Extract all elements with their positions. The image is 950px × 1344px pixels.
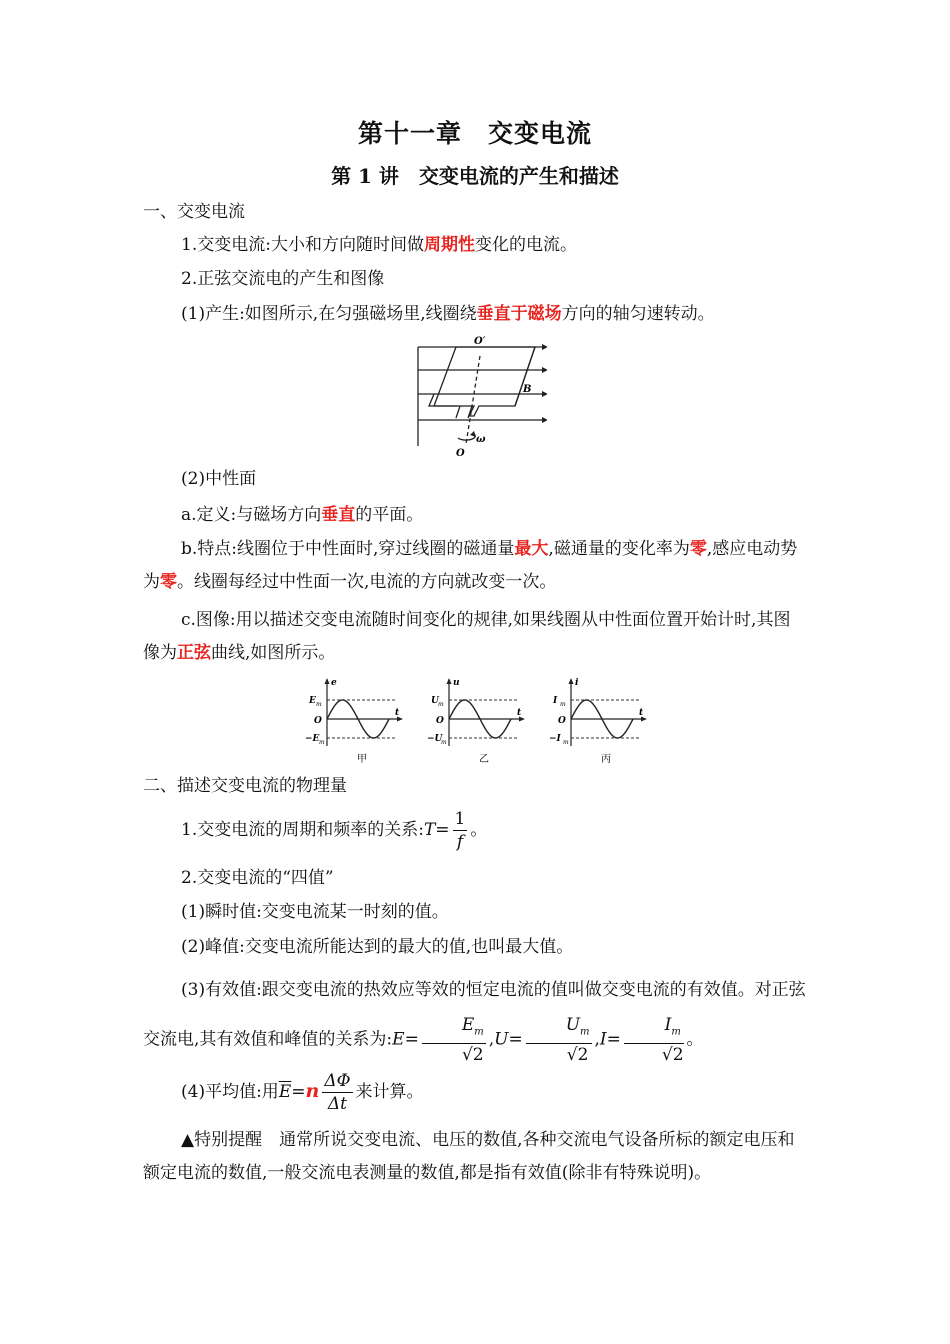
numerator bbox=[422, 1014, 486, 1044]
origin-label: O bbox=[558, 716, 566, 726]
text: (4)平均值:用 bbox=[181, 1082, 279, 1102]
text: 方向的轴匀速转动。 bbox=[561, 304, 715, 324]
highlight: 最大 bbox=[514, 539, 549, 559]
text: b.特点:线圈位于中性面时,穿过线圈的磁通量 bbox=[181, 539, 515, 559]
graph-caption: 丙 bbox=[601, 754, 611, 765]
trough-label: −I bbox=[549, 734, 561, 744]
paragraph-neutral-plane: (2)中性面 bbox=[181, 469, 257, 489]
text: ,感应电动势为 bbox=[143, 539, 798, 592]
var-i: I bbox=[599, 1029, 607, 1050]
paragraph-period-frequency bbox=[181, 806, 487, 854]
text: 1.交变电流:大小和方向随时间做 bbox=[181, 235, 424, 255]
text: (3)有效值:跟交变电流的热效应等效的恒定电流的值叫做交变电流的有效值。对正弦交流电,其有效值和峰值的关系为: bbox=[143, 980, 806, 1050]
text: 来计算。 bbox=[355, 1082, 424, 1102]
trough-label: −E bbox=[305, 734, 320, 744]
paragraph-effective bbox=[143, 966, 809, 1066]
paragraph-instantaneous: (1)瞬时值:交变电流某一时刻的值。 bbox=[181, 902, 449, 922]
trough-sub-label: m bbox=[563, 739, 569, 746]
paragraph-def-a bbox=[181, 503, 423, 527]
paragraph-ac-definition bbox=[181, 233, 577, 257]
numerator bbox=[624, 1014, 684, 1044]
text: , bbox=[488, 1029, 495, 1050]
fraction-em bbox=[422, 1014, 486, 1066]
fraction-dphi-dt bbox=[322, 1070, 352, 1115]
y-axis-arrow bbox=[569, 678, 574, 684]
label-o: O bbox=[456, 448, 465, 459]
text: a.定义:与磁场方向 bbox=[181, 505, 322, 525]
section-heading-1: 一、交变电流 bbox=[143, 202, 245, 222]
paragraph-average bbox=[181, 1067, 424, 1116]
highlight: 垂直于磁场 bbox=[476, 304, 562, 324]
text: = bbox=[508, 1029, 523, 1050]
highlight: 正弦 bbox=[177, 643, 211, 663]
var-u: U bbox=[494, 1029, 509, 1050]
fraction-um bbox=[526, 1014, 592, 1066]
graph-caption: 甲 bbox=[357, 754, 367, 765]
denominator: Δt bbox=[327, 1094, 347, 1114]
highlight: 周期性 bbox=[423, 235, 475, 255]
denominator: f bbox=[456, 832, 464, 852]
var: E bbox=[461, 1015, 475, 1035]
denominator: √2 bbox=[566, 1045, 589, 1066]
t-label: t bbox=[517, 708, 522, 718]
peak-label: U bbox=[431, 696, 439, 706]
highlight-n: n bbox=[305, 1080, 320, 1102]
highlight: 垂直 bbox=[321, 505, 356, 525]
highlight: 零 bbox=[689, 539, 707, 559]
var-e-bar: $\overline{E}$ bbox=[278, 1082, 292, 1102]
axis-label: e bbox=[331, 678, 337, 688]
peak-label: I bbox=[553, 696, 558, 706]
label-o-prime: O′ bbox=[474, 336, 486, 347]
peak-sub-label: m bbox=[560, 701, 566, 708]
lesson-title: 第 1 讲 交变电流的产生和描述 bbox=[331, 164, 619, 188]
coil-in-field-figure bbox=[412, 334, 547, 462]
text: = bbox=[435, 820, 450, 840]
subscript: m bbox=[474, 1026, 484, 1038]
denominator: √2 bbox=[461, 1045, 484, 1066]
text: 1.交变电流的周期和频率的关系: bbox=[181, 820, 424, 840]
subscript: m bbox=[580, 1026, 590, 1038]
var: U bbox=[565, 1015, 581, 1035]
text: = bbox=[404, 1029, 419, 1050]
graph-caption: 乙 bbox=[479, 754, 489, 765]
var: I bbox=[664, 1015, 672, 1035]
text: 变化的电流。 bbox=[474, 235, 577, 255]
paragraph-def-b bbox=[143, 533, 807, 599]
graph-i bbox=[549, 676, 649, 768]
text: 的平面。 bbox=[355, 505, 424, 525]
origin-label: O bbox=[314, 716, 322, 726]
text: 。 bbox=[686, 1029, 704, 1050]
var-e: E bbox=[392, 1029, 405, 1050]
y-axis-arrow bbox=[325, 678, 330, 684]
text: 曲线,如图所示。 bbox=[211, 643, 336, 663]
trough-sub-label: m bbox=[319, 739, 325, 746]
origin-label: O bbox=[436, 716, 444, 726]
text: 。 bbox=[470, 820, 488, 840]
paragraph-four-values: 2.交变电流的“四值” bbox=[181, 868, 334, 888]
trough-sub-label: m bbox=[441, 739, 447, 746]
fraction-im bbox=[624, 1014, 684, 1066]
text: = bbox=[291, 1082, 306, 1102]
fraction-one-over-f bbox=[453, 808, 468, 853]
text: = bbox=[606, 1029, 621, 1050]
paragraph-def-c bbox=[143, 604, 807, 670]
text: c.图像:用以描述交变电流随时间变化的规律,如果线圈从中性面位置开始计时,其图像为 bbox=[143, 610, 791, 663]
text: (1)产生:如图所示,在匀强磁场里,线圈绕 bbox=[181, 304, 477, 324]
trough-label: −U bbox=[427, 734, 443, 744]
section-heading-2: 二、描述交变电流的物理量 bbox=[143, 776, 347, 796]
axis-label: u bbox=[453, 678, 460, 688]
var-t: T bbox=[423, 820, 436, 840]
text: , bbox=[594, 1029, 600, 1050]
label-b: B bbox=[523, 384, 532, 395]
paragraph-sine-generation: 2.正弦交流电的产生和图像 bbox=[181, 269, 385, 289]
text: ,磁通量的变化率为 bbox=[548, 539, 690, 559]
subscript: m bbox=[671, 1026, 681, 1038]
axis-label: i bbox=[575, 678, 579, 688]
numerator: ΔΦ bbox=[324, 1071, 351, 1091]
label-omega: ω bbox=[476, 434, 486, 445]
graph-e bbox=[305, 676, 405, 768]
special-note: ▲特别提醒 通常所说交变电流、电压的数值,各种交流电气设备所标的额定电压和额定电流的数值,一般交流电表测量的数值,都是指有效值(除非有特殊说明)。 bbox=[143, 1130, 795, 1183]
numerator bbox=[526, 1014, 592, 1044]
chapter-title: 第十一章 交变电流 bbox=[357, 119, 592, 148]
paragraph-generation bbox=[181, 302, 715, 326]
numerator: 1 bbox=[454, 809, 466, 829]
graph-u bbox=[427, 676, 527, 768]
sine-graphs bbox=[305, 676, 650, 768]
peak-sub-label: m bbox=[316, 701, 322, 708]
peak-label: E bbox=[309, 696, 316, 706]
peak-sub-label: m bbox=[438, 701, 444, 708]
text: 。线圈每经过中性面一次,电流的方向就改变一次。 bbox=[177, 572, 557, 592]
denominator: √2 bbox=[661, 1045, 684, 1066]
t-label: t bbox=[639, 708, 644, 718]
y-axis-arrow bbox=[447, 678, 452, 684]
t-label: t bbox=[395, 708, 400, 718]
paragraph-peak: (2)峰值:交变电流所能达到的最大的值,也叫最大值。 bbox=[181, 937, 574, 957]
highlight: 零 bbox=[160, 572, 177, 592]
